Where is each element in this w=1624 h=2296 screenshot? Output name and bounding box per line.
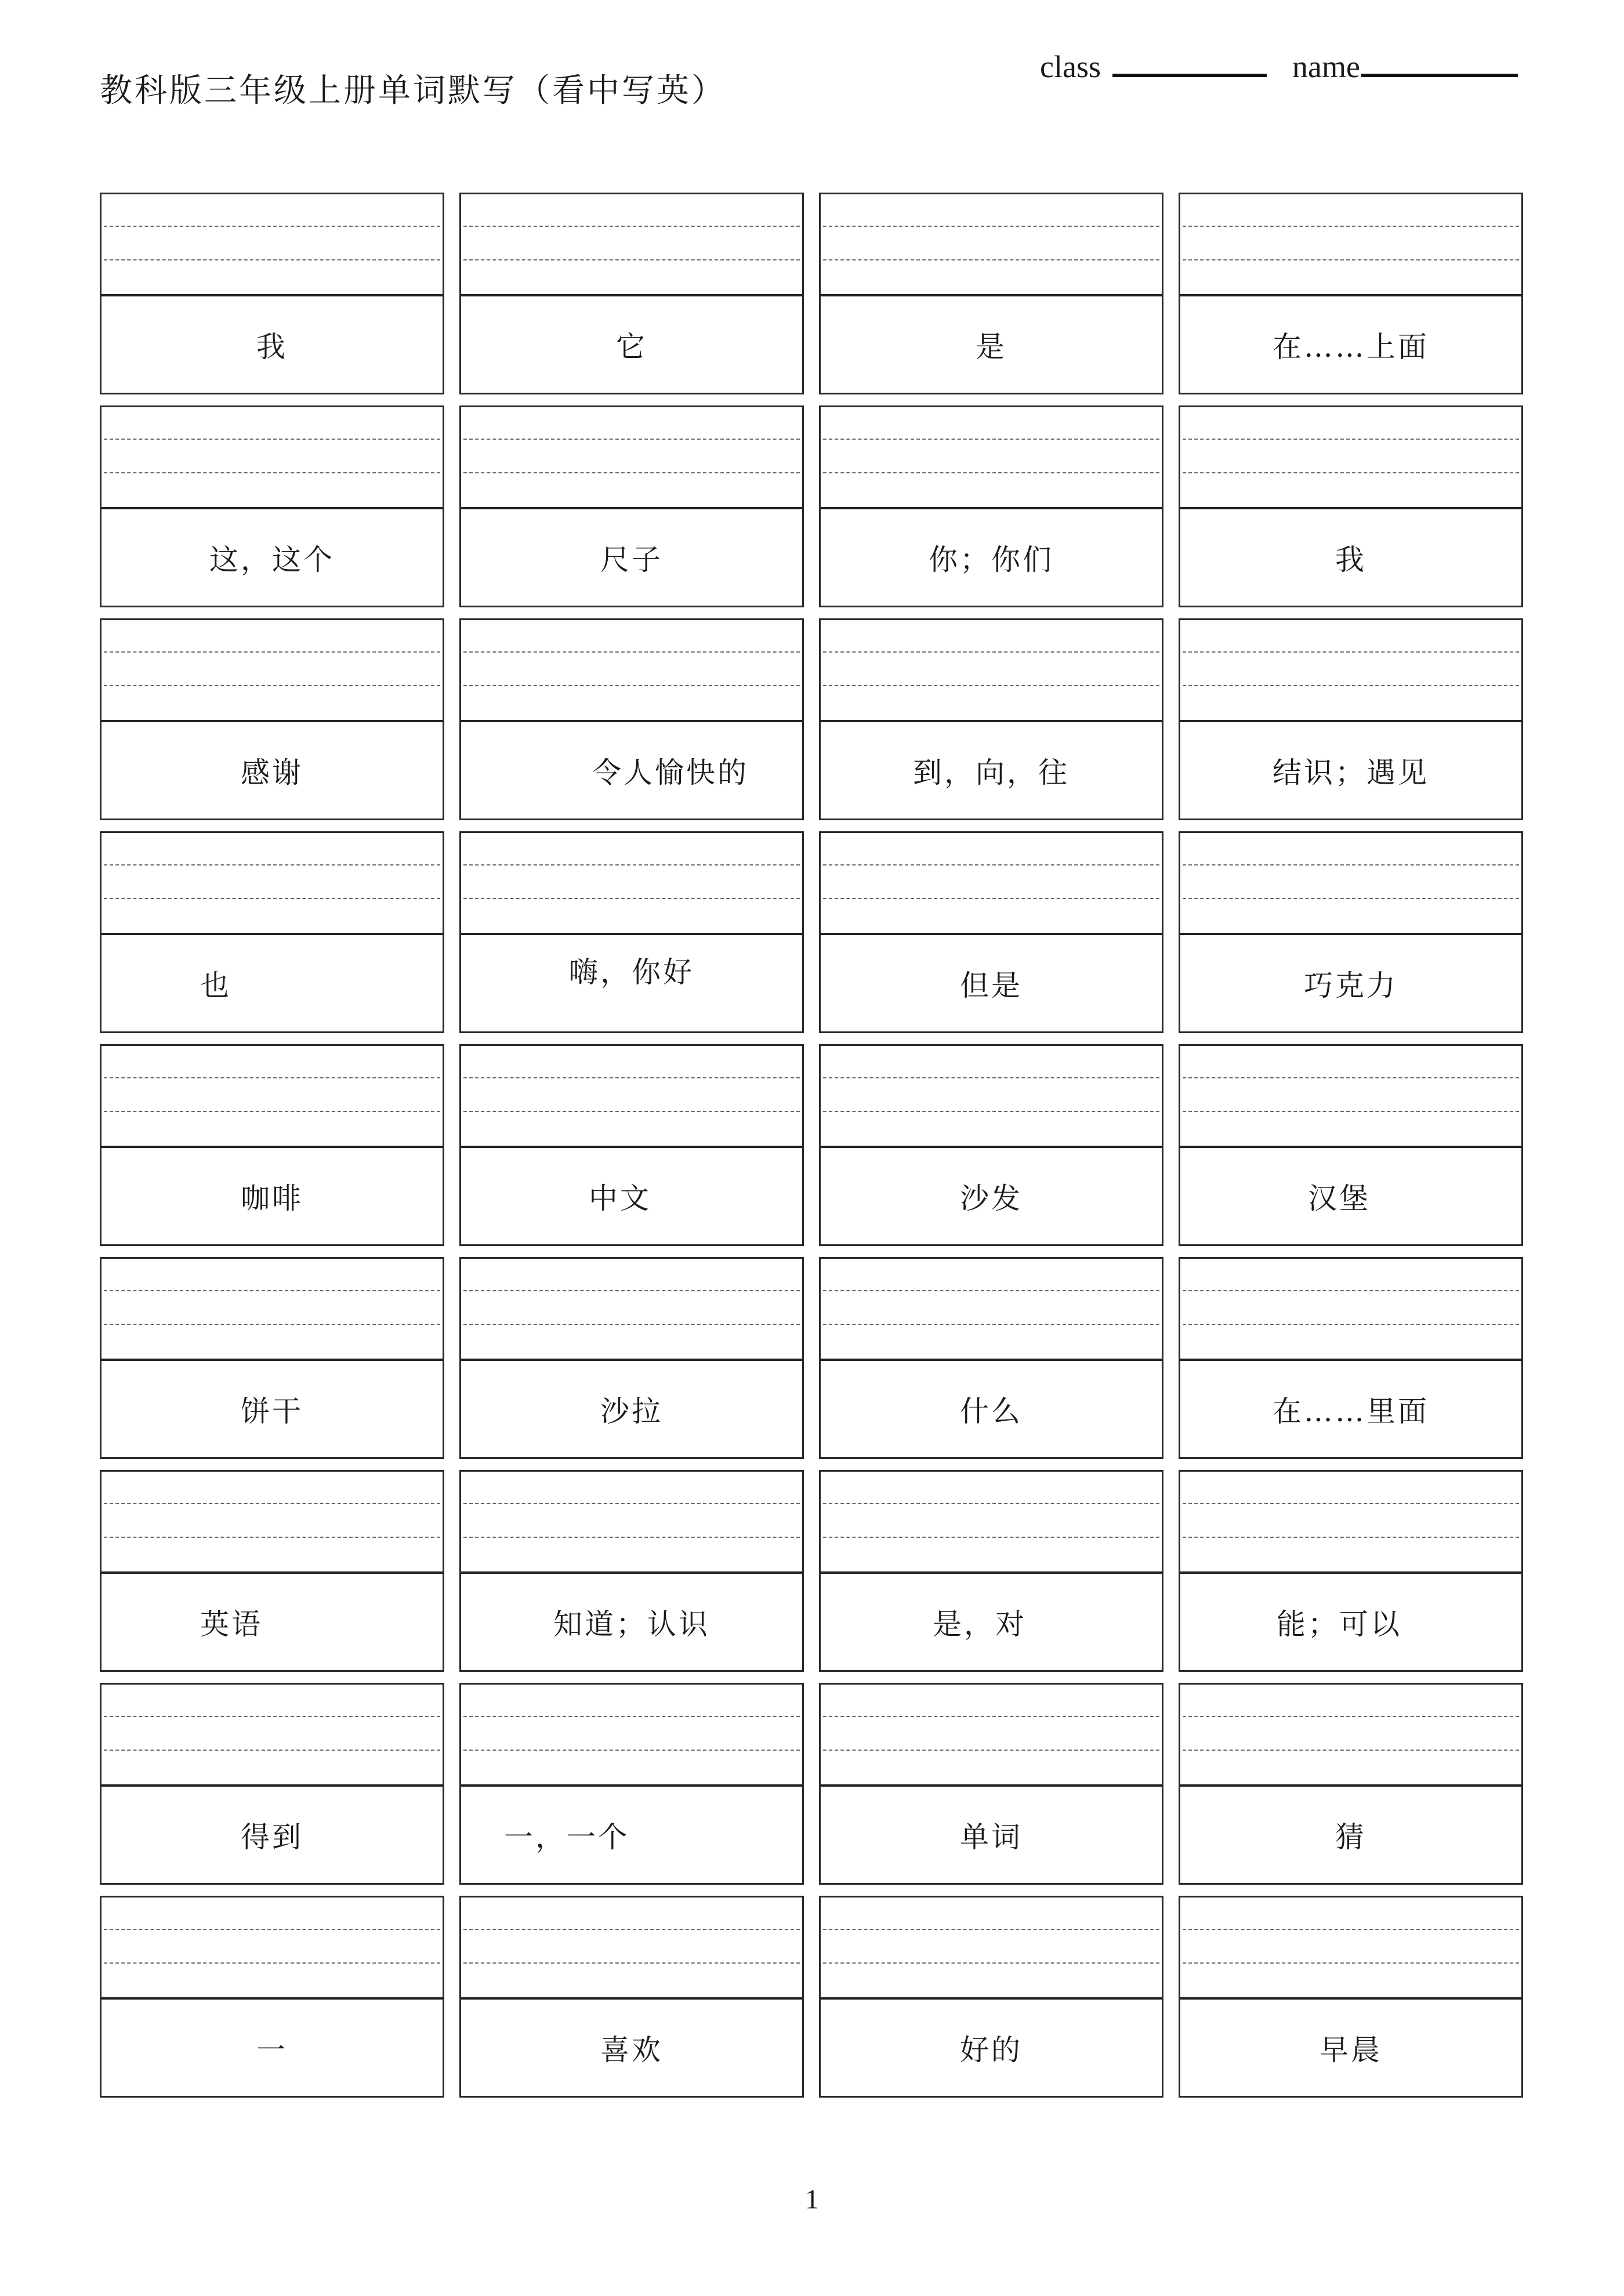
- writing-area[interactable]: [821, 1259, 1162, 1359]
- guide-line: [104, 439, 440, 440]
- writing-area[interactable]: [1180, 1046, 1521, 1146]
- guide-line: [104, 1290, 440, 1291]
- writing-area[interactable]: [1180, 1472, 1521, 1571]
- word-cell: [1179, 1683, 1523, 1885]
- chinese-word-text: 得到: [241, 1820, 303, 1854]
- guide-line: [1183, 864, 1519, 865]
- writing-area[interactable]: [102, 620, 443, 720]
- guide-line: [1183, 472, 1519, 473]
- chinese-word-text: 我: [256, 330, 288, 364]
- guide-line: [823, 1290, 1159, 1291]
- chinese-word: [1180, 2000, 1521, 2096]
- guide-line: [104, 1111, 440, 1112]
- writing-area[interactable]: [1180, 194, 1521, 294]
- guide-line: [463, 1962, 800, 1964]
- chinese-word: [461, 1574, 802, 1670]
- word-cell: [1179, 405, 1523, 607]
- guide-line: [823, 1750, 1159, 1751]
- writing-area[interactable]: [102, 1046, 443, 1146]
- chinese-word: [1180, 296, 1521, 393]
- chinese-word: [461, 509, 802, 606]
- word-cell: [819, 1044, 1163, 1246]
- word-cell: [459, 1683, 804, 1885]
- word-cell: [1179, 1044, 1523, 1246]
- word-cell: [100, 1470, 444, 1672]
- guide-line: [823, 651, 1159, 653]
- page-number: 1: [805, 2184, 819, 2215]
- writing-area[interactable]: [1180, 833, 1521, 933]
- chinese-word: [102, 1148, 443, 1244]
- guide-line: [1183, 259, 1519, 260]
- guide-line: [104, 472, 440, 473]
- writing-area[interactable]: [461, 833, 802, 933]
- guide-line: [104, 1929, 440, 1930]
- word-cell: [100, 831, 444, 1033]
- guide-line: [104, 1750, 440, 1751]
- chinese-word: [821, 1361, 1162, 1457]
- chinese-word: [1180, 1361, 1521, 1457]
- chinese-word: [821, 296, 1162, 393]
- writing-area[interactable]: [102, 1472, 443, 1571]
- chinese-word-text: 饼干: [241, 1395, 303, 1428]
- writing-area[interactable]: [1180, 620, 1521, 720]
- guide-line: [1183, 1962, 1519, 1964]
- chinese-word: [461, 722, 802, 819]
- writing-area[interactable]: [1180, 1897, 1521, 1997]
- guide-line: [463, 1929, 800, 1930]
- chinese-word: [102, 1574, 443, 1670]
- chinese-word: [1180, 1787, 1521, 1883]
- guide-line: [463, 1324, 800, 1325]
- chinese-word: [821, 1574, 1162, 1670]
- chinese-word-text: 它: [616, 330, 647, 364]
- guide-line: [463, 1750, 800, 1751]
- guide-line: [823, 1503, 1159, 1504]
- chinese-word-text: 巧克力: [1304, 969, 1398, 1002]
- word-cell: [1179, 831, 1523, 1033]
- writing-area[interactable]: [1180, 1685, 1521, 1784]
- chinese-word: [102, 296, 443, 393]
- chinese-word: [102, 1361, 443, 1457]
- chinese-word: [821, 509, 1162, 606]
- guide-line: [823, 1537, 1159, 1538]
- chinese-word: [821, 722, 1162, 819]
- guide-line: [1183, 1077, 1519, 1078]
- guide-line: [104, 259, 440, 260]
- guide-line: [463, 1537, 800, 1538]
- chinese-word-text: 这，这个: [209, 543, 335, 577]
- chinese-word-text: 在……里面: [1273, 1395, 1429, 1428]
- writing-area[interactable]: [102, 1897, 443, 1997]
- word-cell: [459, 1896, 804, 2098]
- chinese-word-text: 一，一个: [504, 1820, 629, 1854]
- guide-line: [104, 226, 440, 227]
- writing-area[interactable]: [461, 620, 802, 720]
- writing-area[interactable]: [102, 194, 443, 294]
- guide-line: [1183, 651, 1519, 653]
- guide-line: [823, 1077, 1159, 1078]
- chinese-word-text: 中文: [589, 1182, 651, 1215]
- guide-line: [1183, 1537, 1519, 1538]
- word-cell: [819, 1896, 1163, 2098]
- word-cell: [100, 193, 444, 394]
- guide-line: [463, 1503, 800, 1504]
- guide-line: [1183, 1111, 1519, 1112]
- chinese-word-text: 我: [1335, 543, 1366, 577]
- guide-line: [463, 1077, 800, 1078]
- writing-area[interactable]: [461, 407, 802, 507]
- chinese-word-text: 咖啡: [241, 1182, 303, 1215]
- chinese-word-text: 一: [256, 2033, 288, 2067]
- writing-area[interactable]: [821, 620, 1162, 720]
- word-cell: [819, 1470, 1163, 1672]
- guide-line: [1183, 226, 1519, 227]
- chinese-word-text: 英语: [200, 1607, 263, 1641]
- guide-line: [1183, 685, 1519, 686]
- chinese-word: [102, 935, 443, 1031]
- word-cell: [819, 1683, 1163, 1885]
- chinese-word-text: 喜欢: [600, 2033, 663, 2067]
- word-cell: [100, 1257, 444, 1459]
- chinese-word: [461, 296, 802, 393]
- guide-line: [823, 1929, 1159, 1930]
- chinese-word: [1180, 509, 1521, 606]
- word-cell: [819, 405, 1163, 607]
- word-cell: [459, 831, 804, 1033]
- chinese-word-text: 是: [976, 330, 1007, 364]
- guide-line: [104, 1324, 440, 1325]
- writing-area[interactable]: [461, 1897, 802, 1997]
- guide-line: [463, 472, 800, 473]
- chinese-word-text: 你；你们: [929, 543, 1054, 577]
- chinese-word: [102, 1787, 443, 1883]
- chinese-word: [1180, 1148, 1521, 1244]
- writing-area[interactable]: [461, 1259, 802, 1359]
- chinese-word-text: 单词: [960, 1820, 1023, 1854]
- guide-line: [104, 1962, 440, 1964]
- chinese-word-text: 好的: [960, 2033, 1023, 2067]
- chinese-word-text: 汉堡: [1308, 1182, 1371, 1215]
- guide-line: [463, 259, 800, 260]
- word-cell: [819, 193, 1163, 394]
- chinese-word: [1180, 1574, 1521, 1670]
- writing-area[interactable]: [1180, 1259, 1521, 1359]
- guide-line: [1183, 898, 1519, 899]
- guide-line: [1183, 1503, 1519, 1504]
- chinese-word: [1180, 935, 1521, 1031]
- guide-line: [463, 898, 800, 899]
- guide-line: [1183, 1290, 1519, 1291]
- writing-area[interactable]: [821, 1046, 1162, 1146]
- guide-line: [104, 898, 440, 899]
- writing-area[interactable]: [461, 1046, 802, 1146]
- word-cell: [1179, 1257, 1523, 1459]
- guide-line: [823, 259, 1159, 260]
- word-cell: [100, 1896, 444, 2098]
- guide-line: [463, 439, 800, 440]
- chinese-word: [461, 2000, 802, 2096]
- guide-line: [463, 685, 800, 686]
- writing-area[interactable]: [821, 1685, 1162, 1784]
- guide-line: [823, 1111, 1159, 1112]
- chinese-word-text: 猜: [1335, 1820, 1366, 1854]
- chinese-word-text: 也: [200, 969, 231, 1002]
- guide-line: [463, 864, 800, 865]
- guide-line: [1183, 1750, 1519, 1751]
- word-cell: [819, 831, 1163, 1033]
- chinese-word-text: 嗨，你好: [569, 955, 694, 989]
- guide-line: [463, 1716, 800, 1717]
- writing-area[interactable]: [821, 1897, 1162, 1997]
- chinese-word-text: 什么: [960, 1395, 1023, 1428]
- word-cell: [1179, 1896, 1523, 2098]
- writing-area[interactable]: [102, 407, 443, 507]
- chinese-word: [102, 509, 443, 606]
- page-title: 教科版三年级上册单词默写（看中写英）: [100, 72, 726, 110]
- chinese-word-text: 结识；遇见: [1273, 756, 1429, 790]
- guide-line: [1183, 1716, 1519, 1717]
- word-cell: [100, 1044, 444, 1246]
- word-cell: [459, 618, 804, 820]
- chinese-word-text: 早晨: [1320, 2033, 1382, 2067]
- guide-line: [104, 864, 440, 865]
- chinese-word-text: 但是: [960, 969, 1023, 1002]
- chinese-word-text: 感谢: [241, 756, 303, 790]
- guide-line: [1183, 439, 1519, 440]
- writing-area[interactable]: [821, 833, 1162, 933]
- guide-line: [104, 1503, 440, 1504]
- chinese-word: [821, 1787, 1162, 1883]
- chinese-word-text: 沙发: [960, 1182, 1023, 1215]
- chinese-word: [821, 2000, 1162, 2096]
- guide-line: [104, 1077, 440, 1078]
- word-cell: [819, 618, 1163, 820]
- chinese-word-text: 在……上面: [1273, 330, 1429, 364]
- guide-line: [823, 1324, 1159, 1325]
- writing-area[interactable]: [461, 194, 802, 294]
- writing-area[interactable]: [102, 1259, 443, 1359]
- writing-area[interactable]: [102, 1685, 443, 1784]
- chinese-word-text: 到，向，往: [913, 756, 1070, 790]
- word-cell: [1179, 193, 1523, 394]
- word-cell: [459, 405, 804, 607]
- word-cell: [1179, 618, 1523, 820]
- word-cell: [459, 1470, 804, 1672]
- guide-line: [463, 1111, 800, 1112]
- writing-area[interactable]: [821, 1472, 1162, 1571]
- writing-area[interactable]: [821, 194, 1162, 294]
- guide-line: [104, 1716, 440, 1717]
- guide-line: [823, 685, 1159, 686]
- chinese-word: [102, 2000, 443, 2096]
- writing-area[interactable]: [102, 833, 443, 933]
- guide-line: [823, 864, 1159, 865]
- guide-line: [104, 1537, 440, 1538]
- word-cell: [100, 405, 444, 607]
- guide-line: [463, 1290, 800, 1291]
- guide-line: [823, 1962, 1159, 1964]
- word-cell: [1179, 1470, 1523, 1672]
- guide-line: [1183, 1929, 1519, 1930]
- writing-area[interactable]: [461, 1685, 802, 1784]
- writing-area[interactable]: [1180, 407, 1521, 507]
- word-cell: [100, 1683, 444, 1885]
- chinese-word: [461, 1148, 802, 1244]
- guide-line: [1183, 1324, 1519, 1325]
- chinese-word: [102, 722, 443, 819]
- guide-line: [823, 898, 1159, 899]
- writing-area[interactable]: [821, 407, 1162, 507]
- guide-line: [823, 439, 1159, 440]
- guide-line: [104, 651, 440, 653]
- guide-line: [104, 685, 440, 686]
- guide-line: [463, 226, 800, 227]
- guide-line: [823, 1716, 1159, 1717]
- chinese-word: [1180, 722, 1521, 819]
- word-cell: [459, 193, 804, 394]
- guide-line: [823, 472, 1159, 473]
- chinese-word: [461, 1361, 802, 1457]
- chinese-word-text: 沙拉: [600, 1395, 663, 1428]
- chinese-word: [461, 1787, 802, 1883]
- class-label: class: [1040, 49, 1101, 84]
- chinese-word-text: 尺子: [600, 543, 663, 577]
- guide-line: [823, 226, 1159, 227]
- chinese-word: [821, 1148, 1162, 1244]
- chinese-word: [821, 935, 1162, 1031]
- name-label: name: [1292, 49, 1360, 84]
- chinese-word: [461, 935, 802, 1031]
- guide-line: [463, 651, 800, 653]
- chinese-word-text: 令人愉快的: [592, 756, 749, 790]
- chinese-word-text: 能；可以: [1277, 1607, 1402, 1641]
- word-cell: [819, 1257, 1163, 1459]
- chinese-word-text: 知道；认识: [553, 1607, 710, 1641]
- chinese-word-text: 是，对: [933, 1607, 1027, 1641]
- writing-area[interactable]: [461, 1472, 802, 1571]
- word-cell: [100, 618, 444, 820]
- word-cell: [459, 1044, 804, 1246]
- word-cell: [459, 1257, 804, 1459]
